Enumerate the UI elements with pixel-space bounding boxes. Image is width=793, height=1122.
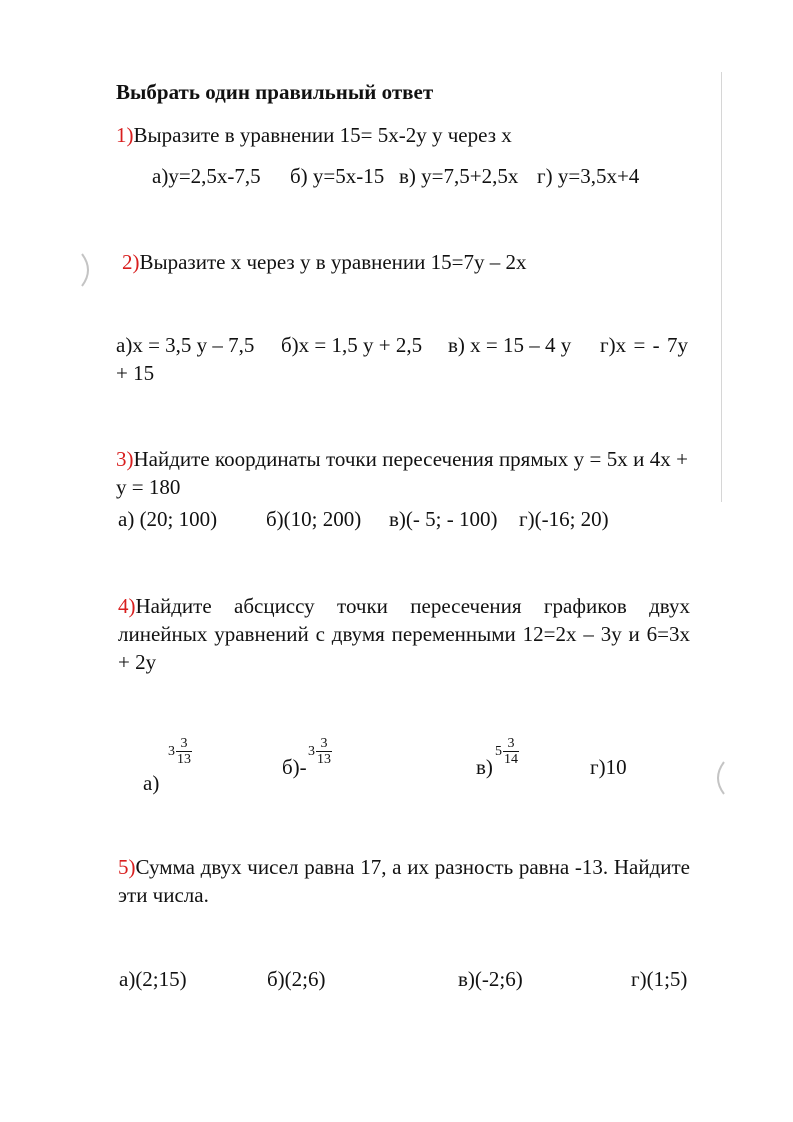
question-text: Выразите х через у в уравнении 15=7у – 2х bbox=[139, 250, 527, 274]
option-4c-value[interactable]: 5 $\frac{3}{14}$ bbox=[495, 736, 518, 767]
option-4a-label[interactable]: а) bbox=[143, 771, 160, 795]
option-2c[interactable]: в) х = 15 – 4 у bbox=[448, 333, 572, 357]
option-3a[interactable]: а) (20; 100) bbox=[118, 507, 218, 531]
option-2d[interactable]: г)х = - 7у + 15 bbox=[116, 333, 688, 385]
question-3 bbox=[116, 445, 688, 501]
question-number: 4) bbox=[118, 594, 136, 618]
option-2a[interactable]: а)х = 3,5 у – 7,5 bbox=[116, 333, 255, 357]
question-2 bbox=[122, 248, 527, 276]
page-margin-line bbox=[721, 72, 722, 502]
option-4b-label[interactable]: б)- bbox=[282, 755, 307, 779]
option-4d[interactable]: г)10 bbox=[590, 755, 627, 779]
option-3d[interactable]: г)(-16; 20) bbox=[519, 507, 609, 531]
option-1a[interactable]: а)у=2,5х-7,5 bbox=[152, 164, 261, 188]
fraction: $\frac{3}{13}$ bbox=[317, 736, 331, 767]
question-text: Сумма двух чисел равна 17, а их разность равна -13. Найдите эти числа. bbox=[118, 855, 690, 907]
fraction: $\frac{3}{14}$ bbox=[504, 736, 518, 767]
option-5c[interactable]: в)(-2;6) bbox=[458, 967, 523, 991]
option-3c[interactable]: в)(- 5; - 100) bbox=[389, 507, 498, 531]
option-4a-value[interactable]: 3 $\frac{3}{13}$ bbox=[168, 736, 191, 767]
option-5b[interactable]: б)(2;6) bbox=[267, 967, 326, 991]
question-number: 5) bbox=[118, 855, 136, 879]
question-number: 3) bbox=[116, 447, 134, 471]
fraction: $\frac{3}{13}$ bbox=[177, 736, 191, 767]
option-1b[interactable]: б) у=5х-15 bbox=[290, 164, 385, 188]
question-number: 1) bbox=[116, 123, 134, 147]
right-bracket-mark-icon bbox=[710, 758, 730, 798]
option-1d[interactable]: г) у=3,5х+4 bbox=[537, 164, 640, 188]
page-title: Выбрать один правильный ответ bbox=[116, 80, 434, 104]
question-5 bbox=[118, 853, 690, 909]
option-5d[interactable]: г)(1;5) bbox=[631, 967, 688, 991]
question-number: 2) bbox=[122, 250, 140, 274]
option-1c[interactable]: в) у=7,5+2,5х bbox=[399, 164, 519, 188]
option-4b-value[interactable]: 3 $\frac{3}{13}$ bbox=[308, 736, 331, 767]
question-4 bbox=[118, 592, 690, 676]
option-5a[interactable]: а)(2;15) bbox=[119, 967, 187, 991]
question-text: Выразите в уравнении 15= 5х-2у у через х bbox=[133, 123, 512, 147]
left-bracket-mark-icon bbox=[78, 250, 98, 290]
option-2b[interactable]: б)х = 1,5 у + 2,5 bbox=[281, 333, 423, 357]
question-1 bbox=[116, 121, 512, 149]
option-4c-label[interactable]: в) bbox=[476, 755, 493, 779]
question-text: Найдите координаты точки пересечения прямых у = 5х и 4х + у = 180 bbox=[116, 447, 688, 499]
question-text: Найдите абсциссу точки пересечения графиков двух линейных уравнений с двумя переменными 12=2х – 3у и 6=3х + 2у bbox=[118, 594, 690, 674]
option-3b[interactable]: б)(10; 200) bbox=[266, 507, 362, 531]
